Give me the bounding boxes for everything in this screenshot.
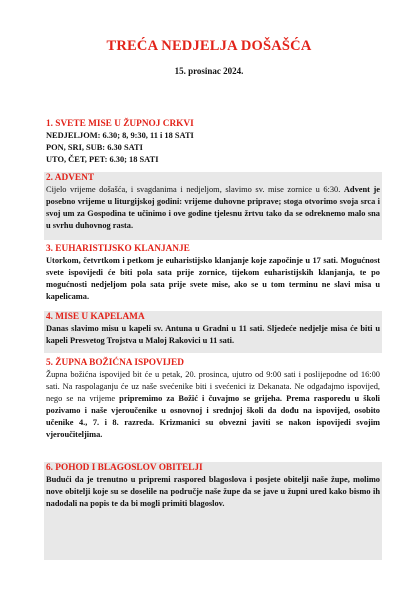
section-advent bbox=[44, 172, 382, 240]
section-heading: 6. POHOD I BLAGOSLOV OBITELJI bbox=[46, 463, 203, 473]
section-text: Cijelo vrijeme došašća, i svagdanima i nedjeljom, slavimo sv. mise zornice u 6:30. bbox=[46, 185, 341, 194]
section-body bbox=[44, 369, 382, 441]
section-heading: 5. ŽUPNA BOŽIĆNA ISPOVIJED bbox=[46, 358, 184, 368]
page-title: TREĆA NEDJELJA DOŠAŠĆA bbox=[106, 38, 312, 54]
section-text: Danas slavimo misu u kapeli sv. Antuna u Gradni u 11 sati. Sljedeće nedjelje misa će biti u kapeli Presvetog Trojstva u Maloj Rakovici u 11 sati. bbox=[46, 324, 380, 345]
section-text-bold: Advent je posebno vrijeme u liturgijskoj godini: vrijeme duhovne priprave; stoga otvorimo svoja srca i svoj um za Gospodina te učinimo i ove godine tjelesnu žrtvu tako da se odreknemo malo sna u svrhu duhovnog rasta. bbox=[46, 185, 380, 230]
section-adoration bbox=[44, 243, 382, 303]
section-text: Utorkom, četvrtkom i petkom je euharistijsko klanjanje koje započinje u 17 sati. Mogućnost svete ispovijedi će biti pola sata prije zornice, tijekom euharistijskih klanjanja, te po mogućnosti nedjeljom pola sata prije svete mise, ako se u tom terminu ne slavi misa u kapelicama. bbox=[46, 256, 380, 301]
section-heading: 1. SVETE MISE U ŽUPNOJ CRKVI bbox=[46, 119, 194, 129]
section-mass-schedule bbox=[44, 118, 382, 166]
section-heading: 3. EUHARISTIJSKO KLANJANJE bbox=[46, 244, 190, 254]
schedule-line: UTO, ČET, PET: 6.30; 18 SATI bbox=[46, 155, 159, 164]
section-text: Budući da je trenutno u pripremi raspored blagoslova i posjete obitelji naše župe, molimo nove obitelji koje su se doselile na područje naše župe da se jave u župni ured kako bismo ih nadodali na popis te da bi mogli primiti blagoslov. bbox=[46, 475, 380, 508]
schedule-line: NEDJELJOM: 6.30; 8, 9:30, 11 i 18 SATI bbox=[46, 131, 194, 140]
section-heading: 2. ADVENT bbox=[46, 173, 95, 183]
section-heading: 4. MISE U KAPELAMA bbox=[46, 312, 145, 322]
section-family-blessing bbox=[44, 462, 382, 560]
section-text-bold: pripremimo za Božić i čuvajmo se grijeha. Prema rasporedu u školi pozivamo i naše vjeroučenike u osnovnoj i srednjoj školi da dođu na ispovijed, osobito učenike 4., 7. i 8. razreda. Krizmanici su obvezni javiti se nakon ispovijedi svojim vjeroučiteljima. bbox=[46, 394, 380, 439]
page-date: 15. prosinac 2024. bbox=[174, 66, 244, 76]
schedule-line: PON, SRI, SUB: 6.30 SATI bbox=[46, 143, 143, 152]
section-body bbox=[44, 130, 382, 166]
section-body bbox=[44, 184, 382, 232]
section-confession bbox=[44, 357, 382, 441]
section-chapel-masses bbox=[44, 311, 382, 353]
section-text: Župna božićna ispovijed bit će u petak, 20. prosinca, ujutro od 9:00 sati i poslijepodne od 16:00 sati. Na raspolaganju će uz naše svećenike biti i svećenici iz Dekanata. Ne odgađajmo ispovijed, nego se na vrijeme bbox=[46, 370, 380, 403]
